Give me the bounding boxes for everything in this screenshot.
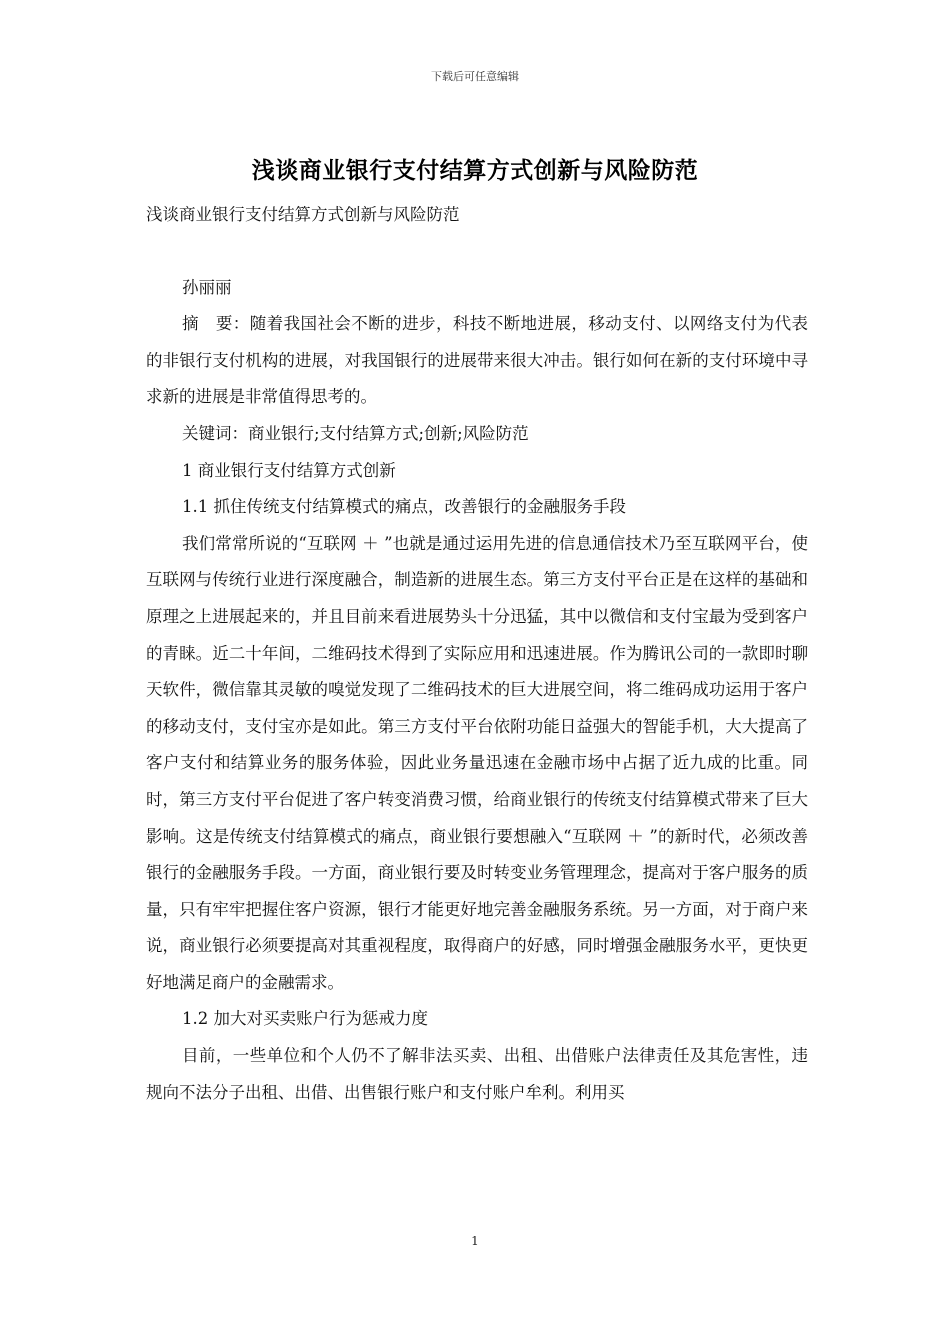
document-title: 浅谈商业银行支付结算方式创新与风险防范 [251,158,699,184]
section-heading-1-1: 1.1 抓住传统支付结算模式的痛点，改善银行的金融服务手段 [182,497,626,517]
section-heading-1-2: 1.2 加大对买卖账户行为惩戒力度 [182,1009,428,1029]
header-note: 下载后可任意编辑 [431,70,519,83]
document-body [146,197,808,1111]
author: 孙丽丽 [182,277,232,297]
keywords-line: 关键词：商业银行;支付结算方式;创新;风险防范 [182,423,529,443]
section-1-2-paragraph: 目前，一些单位和个人仍不了解非法买卖、出租、出借账户法律责任及其危害性，违规向不法分子出租、出借、出售银行账户和支付账户牟利。利用买 [146,1046,808,1102]
section-1-1-paragraph: 我们常常所说的“互联网 ＋ ”也就是通过运用先进的信息通信技术乃至互联网平台，使互联网与传统行业进行深度融合，制造新的进展生态。第三方支付平台正是在这样的基础和原理之上进展起来的，并且目前来看进展势头十分迅猛，其中以微信和支付宝最为受到客户的青睐。近二十年间，二维码技术得到了实际应用和迅速进展。作为腾讯公司的一款即时聊天软件，微信靠其灵敏的嗅觉发现了二维码技术的巨大进展空间，将二维码成功运用于客户的移动支付，支付宝亦是如此。第三方支付平台依附功能日益强大的智能手机，大大提高了客户支付和结算业务的服务体验，因此业务量迅速在金融市场中占据了近九成的比重。同时，第三方支付平台促进了客户转变消费习惯，给商业银行的传统支付结算模式带来了巨大影响。这是传统支付结算模式的痛点，商业银行要想融入“互联网 ＋ ”的新时代，必须改善银行的金融服务手段。一方面，商业银行要及时转变业务管理理念，提高对于客户服务的质量，只有牢牢把握住客户资源，银行才能更好地完善金融服务系统。另一方面，对于商户来说，商业银行必须要提高对其重视程度，取得商户的好感，同时增强金融服务水平，更快更好地满足商户的金融需求。 [146,533,808,992]
page-number: 1 [471,1234,479,1248]
abstract-paragraph: 摘 要：随着我国社会不断的进步，科技不断地进展，移动支付、以网络支付为代表的非银行支付机构的进展，对我国银行的进展带来很大冲击。银行如何在新的支付环境中寻求新的进展是非常值得思考的。 [146,314,808,407]
section-heading-1: 1 商业银行支付结算方式创新 [182,460,396,480]
blank-line [146,234,808,270]
subtitle: 浅谈商业银行支付结算方式创新与风险防范 [146,205,460,224]
